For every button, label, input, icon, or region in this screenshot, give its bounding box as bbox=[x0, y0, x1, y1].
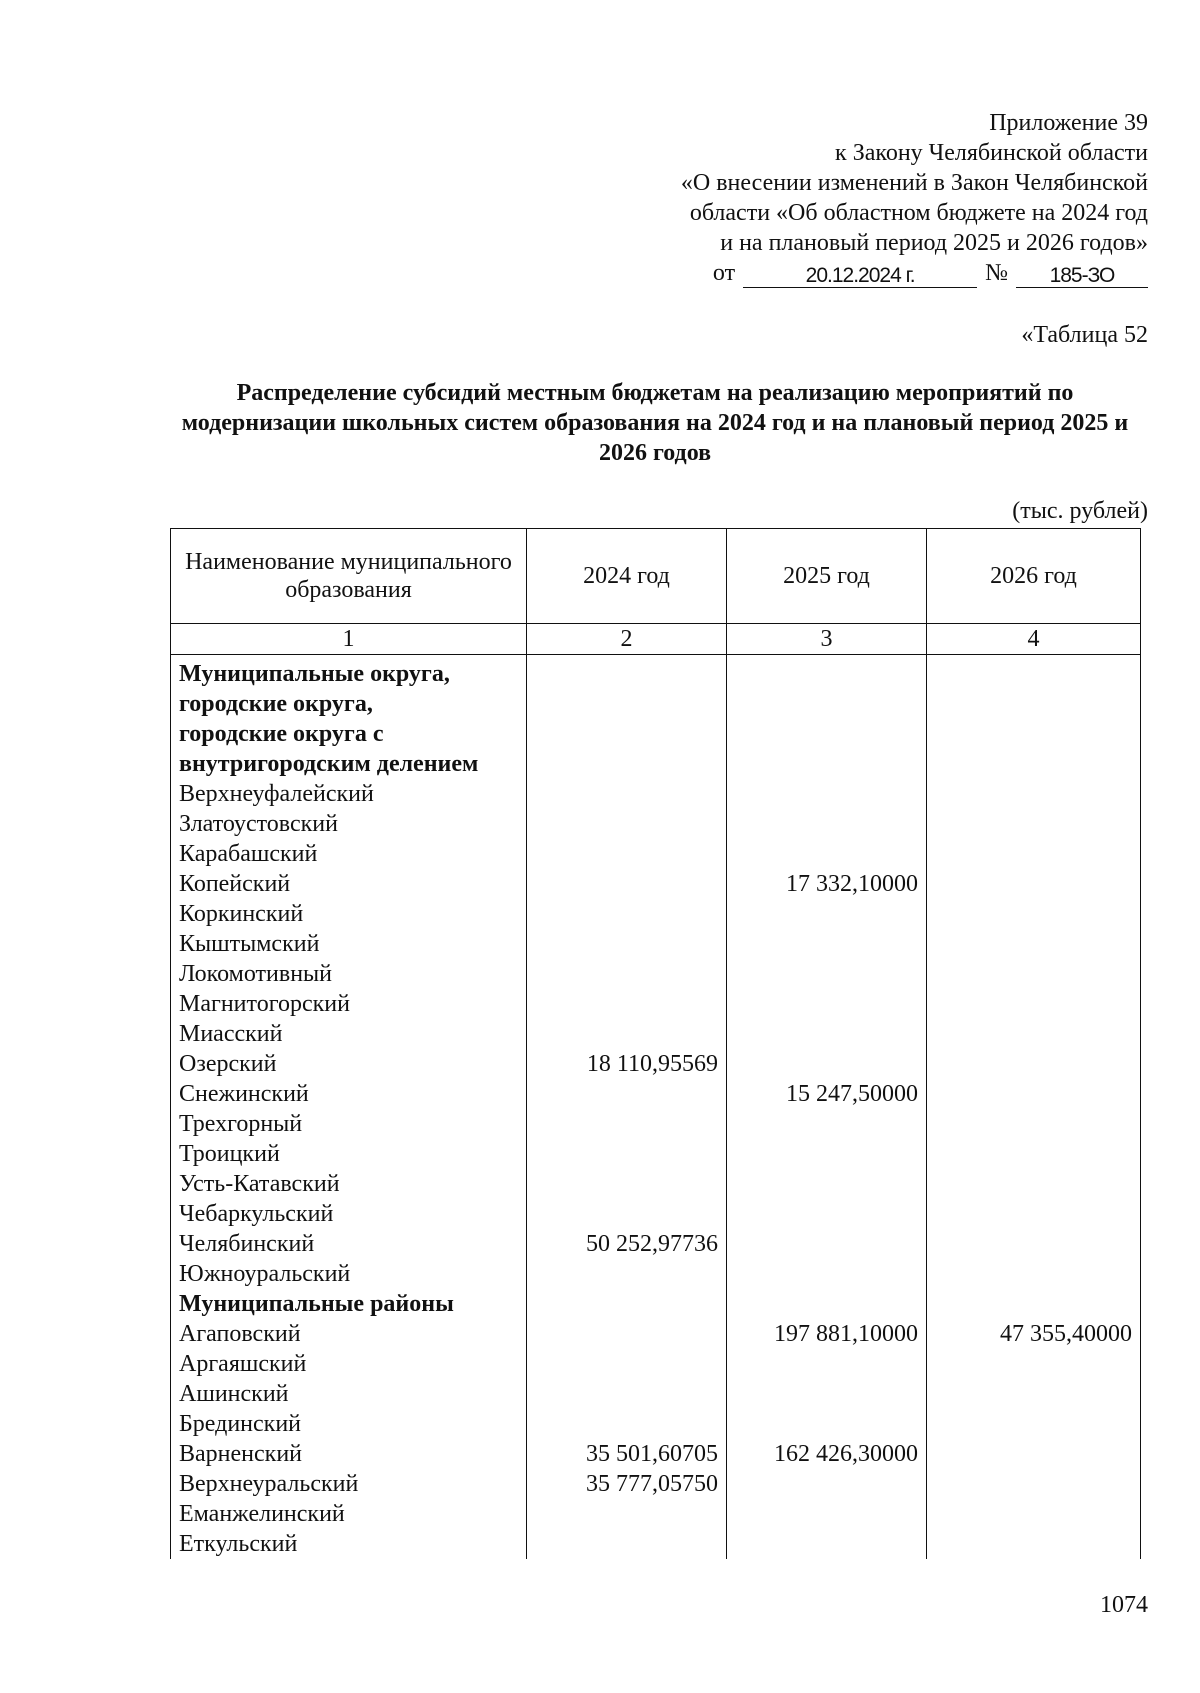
table-row bbox=[171, 1109, 1141, 1139]
municipality-name: Ашинский bbox=[171, 1379, 527, 1409]
empty-cell bbox=[727, 749, 927, 779]
appendix-line: к Закону Челябинской области bbox=[835, 140, 1148, 166]
table-row bbox=[171, 1019, 1141, 1049]
header-2025: 2025 год bbox=[727, 529, 927, 624]
table-row bbox=[171, 1199, 1141, 1229]
value-2025: 162 426,30000 bbox=[727, 1439, 927, 1469]
municipality-name: Еткульский bbox=[171, 1529, 527, 1559]
value-2024: 18 110,95569 bbox=[527, 1049, 727, 1079]
empty-cell bbox=[527, 1289, 727, 1319]
value-2024 bbox=[527, 1319, 727, 1349]
value-2026 bbox=[927, 989, 1141, 1019]
page-number: 1074 bbox=[1100, 1592, 1148, 1618]
table-row bbox=[171, 1319, 1141, 1349]
table-row bbox=[171, 1349, 1141, 1379]
value-2025 bbox=[727, 1139, 927, 1169]
value-2025 bbox=[727, 1349, 927, 1379]
table-row bbox=[171, 1379, 1141, 1409]
value-2024 bbox=[527, 1199, 727, 1229]
column-number-row bbox=[171, 624, 1141, 655]
municipality-name: Копейский bbox=[171, 869, 527, 899]
value-2024 bbox=[527, 1379, 727, 1409]
subsidy-table bbox=[170, 528, 1141, 1559]
empty-cell bbox=[727, 655, 927, 690]
value-2025 bbox=[727, 1469, 927, 1499]
group-heading: внутригородским делением bbox=[171, 749, 527, 779]
municipality-name: Агаповский bbox=[171, 1319, 527, 1349]
table-row bbox=[171, 989, 1141, 1019]
value-2025 bbox=[727, 1169, 927, 1199]
table-row bbox=[171, 869, 1141, 899]
value-2024 bbox=[527, 1349, 727, 1379]
empty-cell bbox=[527, 689, 727, 719]
value-2024 bbox=[527, 1019, 727, 1049]
value-2024 bbox=[527, 1139, 727, 1169]
empty-cell bbox=[727, 1289, 927, 1319]
value-2025 bbox=[727, 959, 927, 989]
appendix-line: «О внесении изменений в Закон Челябинской bbox=[680, 170, 1148, 196]
value-2026 bbox=[927, 1139, 1141, 1169]
table-row bbox=[171, 839, 1141, 869]
table-row bbox=[171, 959, 1141, 989]
column-number: 4 bbox=[927, 624, 1141, 655]
value-2024 bbox=[527, 959, 727, 989]
value-2026 bbox=[927, 899, 1141, 929]
table-row bbox=[171, 779, 1141, 809]
value-2024 bbox=[527, 839, 727, 869]
value-2026: 47 355,40000 bbox=[927, 1319, 1141, 1349]
empty-cell bbox=[727, 719, 927, 749]
municipality-name: Миасский bbox=[171, 1019, 527, 1049]
empty-cell bbox=[727, 689, 927, 719]
value-2025 bbox=[727, 1019, 927, 1049]
value-2026 bbox=[927, 1469, 1141, 1499]
law-date: 20.12.2024 г. bbox=[743, 265, 977, 288]
table-row bbox=[171, 1409, 1141, 1439]
table-row bbox=[171, 1469, 1141, 1499]
municipality-name: Челябинский bbox=[171, 1229, 527, 1259]
law-date-number-line bbox=[588, 258, 1148, 288]
value-2024 bbox=[527, 1169, 727, 1199]
group-heading-row bbox=[171, 1289, 1141, 1319]
group-heading: городские округа с bbox=[171, 719, 527, 749]
empty-cell bbox=[927, 749, 1141, 779]
value-2025 bbox=[727, 839, 927, 869]
column-number: 3 bbox=[727, 624, 927, 655]
value-2026 bbox=[927, 1109, 1141, 1139]
value-2024 bbox=[527, 929, 727, 959]
municipality-name: Аргаяшский bbox=[171, 1349, 527, 1379]
table-body bbox=[171, 655, 1141, 1560]
value-2025 bbox=[727, 1229, 927, 1259]
municipality-name: Брединский bbox=[171, 1409, 527, 1439]
municipality-name: Коркинский bbox=[171, 899, 527, 929]
table-row bbox=[171, 1139, 1141, 1169]
appendix-header bbox=[588, 108, 1148, 288]
appendix-line: и на плановый период 2025 и 2026 годов» bbox=[720, 230, 1148, 256]
table-row bbox=[171, 1229, 1141, 1259]
value-2026 bbox=[927, 1169, 1141, 1199]
table-row bbox=[171, 899, 1141, 929]
group-heading-row bbox=[171, 719, 1141, 749]
municipality-name: Локомотивный bbox=[171, 959, 527, 989]
group-heading: Муниципальные округа, bbox=[171, 655, 527, 690]
value-2025 bbox=[727, 809, 927, 839]
value-2026 bbox=[927, 809, 1141, 839]
value-2024 bbox=[527, 1499, 727, 1529]
value-2026 bbox=[927, 1439, 1141, 1469]
value-2024: 35 777,05750 bbox=[527, 1469, 727, 1499]
table-row bbox=[171, 809, 1141, 839]
municipality-name: Златоустовский bbox=[171, 809, 527, 839]
value-2026 bbox=[927, 1199, 1141, 1229]
empty-cell bbox=[927, 1289, 1141, 1319]
value-2025 bbox=[727, 779, 927, 809]
value-2025: 197 881,10000 bbox=[727, 1319, 927, 1349]
municipality-name: Южноуральский bbox=[171, 1259, 527, 1289]
empty-cell bbox=[927, 689, 1141, 719]
municipality-name: Магнитогорский bbox=[171, 989, 527, 1019]
value-2025 bbox=[727, 899, 927, 929]
municipality-name: Троицкий bbox=[171, 1139, 527, 1169]
municipality-name: Верхнеуфалейский bbox=[171, 779, 527, 809]
value-2026 bbox=[927, 1259, 1141, 1289]
value-2026 bbox=[927, 839, 1141, 869]
value-2025 bbox=[727, 1529, 927, 1559]
empty-cell bbox=[927, 655, 1141, 690]
column-number: 2 bbox=[527, 624, 727, 655]
empty-cell bbox=[927, 719, 1141, 749]
value-2025 bbox=[727, 1409, 927, 1439]
municipality-name: Верхнеуральский bbox=[171, 1469, 527, 1499]
municipality-name: Карабашский bbox=[171, 839, 527, 869]
table-row bbox=[171, 1499, 1141, 1529]
value-2026 bbox=[927, 1049, 1141, 1079]
value-2026 bbox=[927, 1409, 1141, 1439]
group-heading-row bbox=[171, 689, 1141, 719]
value-2024 bbox=[527, 869, 727, 899]
empty-cell bbox=[527, 655, 727, 690]
value-2024 bbox=[527, 1079, 727, 1109]
value-2026 bbox=[927, 1499, 1141, 1529]
value-2026 bbox=[927, 869, 1141, 899]
municipality-name: Чебаркульский bbox=[171, 1199, 527, 1229]
value-2025 bbox=[727, 1499, 927, 1529]
municipality-name: Усть-Катавский bbox=[171, 1169, 527, 1199]
value-2026 bbox=[927, 779, 1141, 809]
value-2024 bbox=[527, 989, 727, 1019]
municipality-name: Кыштымский bbox=[171, 929, 527, 959]
group-heading-row bbox=[171, 749, 1141, 779]
units-label: (тыс. рублей) bbox=[1012, 498, 1148, 524]
table-row bbox=[171, 1259, 1141, 1289]
value-2026 bbox=[927, 1349, 1141, 1379]
appendix-line: Приложение 39 bbox=[989, 110, 1148, 136]
municipality-name: Варненский bbox=[171, 1439, 527, 1469]
empty-cell bbox=[527, 749, 727, 779]
table-row bbox=[171, 1079, 1141, 1109]
table-row bbox=[171, 1529, 1141, 1559]
value-2025 bbox=[727, 1049, 927, 1079]
value-2025 bbox=[727, 1379, 927, 1409]
value-2026 bbox=[927, 929, 1141, 959]
value-2024 bbox=[527, 1409, 727, 1439]
value-2025 bbox=[727, 1199, 927, 1229]
value-2024 bbox=[527, 1259, 727, 1289]
value-2026 bbox=[927, 1229, 1141, 1259]
value-2026 bbox=[927, 1019, 1141, 1049]
group-heading: городские округа, bbox=[171, 689, 527, 719]
empty-cell bbox=[527, 719, 727, 749]
header-name: Наименование муниципального образования bbox=[171, 529, 527, 624]
value-2025 bbox=[727, 1259, 927, 1289]
value-2024 bbox=[527, 1529, 727, 1559]
group-heading-row bbox=[171, 655, 1141, 690]
value-2025 bbox=[727, 989, 927, 1019]
value-2026 bbox=[927, 1379, 1141, 1409]
table-row bbox=[171, 1439, 1141, 1469]
group-heading: Муниципальные районы bbox=[171, 1289, 527, 1319]
municipality-name: Еманжелинский bbox=[171, 1499, 527, 1529]
value-2024: 35 501,60705 bbox=[527, 1439, 727, 1469]
value-2025: 17 332,10000 bbox=[727, 869, 927, 899]
date-prefix: от bbox=[712, 260, 736, 286]
column-number: 1 bbox=[171, 624, 527, 655]
value-2026 bbox=[927, 959, 1141, 989]
appendix-line: области «Об областном бюджете на 2024 год bbox=[689, 200, 1148, 226]
table-reference: «Таблица 52 bbox=[1021, 322, 1148, 348]
table-row bbox=[171, 929, 1141, 959]
value-2025 bbox=[727, 1109, 927, 1139]
header-2024: 2024 год bbox=[527, 529, 727, 624]
value-2024 bbox=[527, 1109, 727, 1139]
table-header-row bbox=[171, 529, 1141, 624]
value-2026 bbox=[927, 1529, 1141, 1559]
municipality-name: Снежинский bbox=[171, 1079, 527, 1109]
law-number: 185-ЗО bbox=[1016, 265, 1148, 288]
value-2026 bbox=[927, 1079, 1141, 1109]
value-2025 bbox=[727, 929, 927, 959]
table-row bbox=[171, 1049, 1141, 1079]
municipality-name: Трехгорный bbox=[171, 1109, 527, 1139]
number-prefix: № bbox=[985, 260, 1008, 286]
document-title: Распределение субсидий местным бюджетам на реализацию мероприятий по модернизации школьных систем образования на 2024 год и на плановый период 2025 и 2026 годов bbox=[181, 380, 1129, 466]
value-2024 bbox=[527, 809, 727, 839]
header-2026: 2026 год bbox=[927, 529, 1141, 624]
table-row bbox=[171, 1169, 1141, 1199]
value-2025: 15 247,50000 bbox=[727, 1079, 927, 1109]
value-2024 bbox=[527, 779, 727, 809]
value-2024 bbox=[527, 899, 727, 929]
value-2024: 50 252,97736 bbox=[527, 1229, 727, 1259]
municipality-name: Озерский bbox=[171, 1049, 527, 1079]
